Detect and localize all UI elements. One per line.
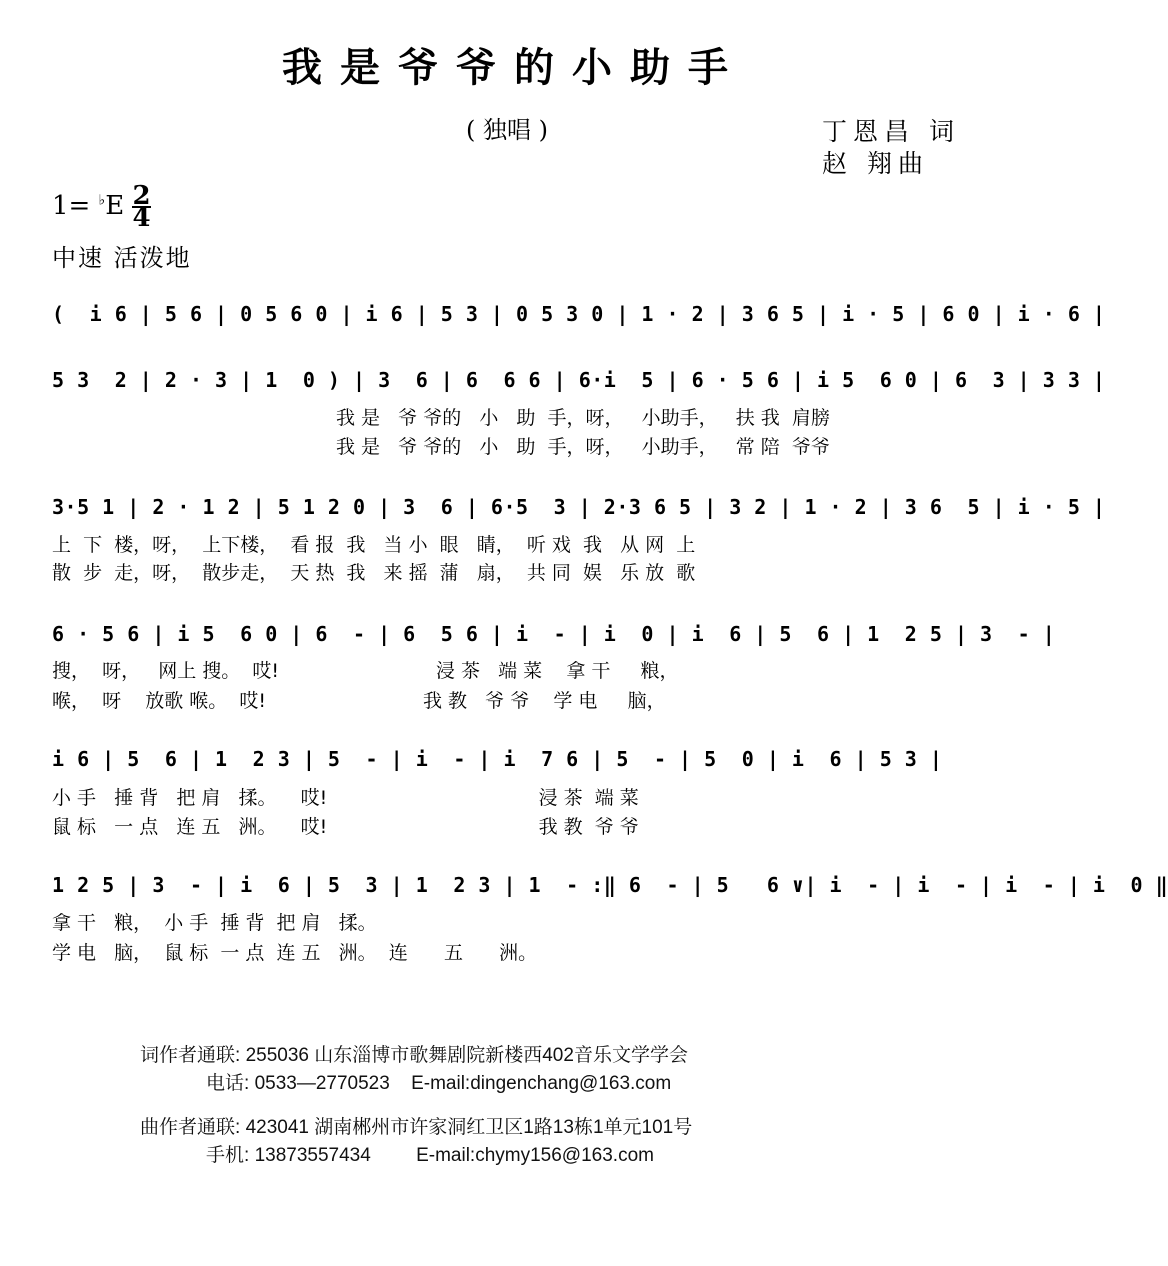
score-row-5: i 6 | 5 6 | 1 2 3 | 5 - | i - | i 7 6 | 5 - | 5 0 | i 6 | 5 3 |: [52, 747, 943, 771]
score-row-4: 6 · 5 6 | i 5 6 0 | 6 - | 6 5 6 | i - | i 0 | i 6 | 5 6 | 1 2 5 | 3 - |: [52, 622, 1056, 646]
composer-phone-label: 手机:: [206, 1145, 250, 1166]
lyric-row-5-verse-2: 鼠 标 一 点 连 五 洲。 哎! 我 教 爷 爷: [52, 816, 639, 838]
lyric-row-2-verse-2: 我 是 爷 爷的 小 助 手，呀， 小助手， 常 陪 爷爷: [336, 436, 830, 458]
key-signature: [52, 181, 151, 233]
lyric-row-3-verse-1: 上 下 楼，呀， 上下楼， 看 报 我 当 小 眼 睛， 听 戏 我 从 网 上: [52, 534, 696, 556]
score-row-6: 1 2 5 | 3 - | i 6 | 5 3 | 1 2 3 | 1 - :‖ 6 - | 5 6 ∨| i - | i - | i - | i 0 ‖: [52, 873, 1168, 897]
composer-contact-label: 曲作者通联:: [140, 1117, 241, 1138]
score-row-1: ( i 6 | 5 6 | 0 5 6 0 | i 6 | 5 3 | 0 5 3 0 | 1 · 2 | 3 6 5 | i · 5 | 6 0 | i · 6 |: [52, 302, 1106, 326]
score-row-3: 3·5 1 | 2 · 1 2 | 5 1 2 0 | 3 6 | 6·5 3 | 2·3 6 5 | 3 2 | 1 · 2 | 3 6 5 | i · 5 |: [52, 495, 1106, 519]
performance-note: ( 独唱 ): [466, 116, 548, 144]
lyricist-phone-line: [206, 1068, 671, 1095]
lyricist-address: 255036 山东淄博市歌舞剧院新楼西402音乐文学学会: [245, 1045, 688, 1066]
lyric-row-6-verse-2: 学 电 脑， 鼠 标 一 点 连 五 洲。 连 五 洲。: [52, 942, 538, 964]
page-title: 我是爷爷的小助手: [282, 44, 746, 91]
score-row-2: 5 3 2 | 2 · 3 | 1 0 ) | 3 6 | 6 6 6 | 6·i 5 | 6 · 5 6 | i 5 6 0 | 6 3 | 3 3 |: [52, 368, 1106, 392]
flat-icon: ♭: [98, 192, 106, 209]
lyricist-phone: 0533—2770523: [254, 1073, 390, 1094]
time-signature-top: 2: [132, 181, 151, 211]
lyricist-credit: 丁恩昌 词: [822, 117, 960, 146]
composer-address: 423041 湖南郴州市许家洞红卫区1路13栋1单元101号: [245, 1117, 693, 1138]
lyric-row-4-verse-1: 搜， 呀， 网上 搜。 哎! 浸 茶 端 菜 拿 干 粮，: [52, 660, 679, 682]
time-signature-bottom: 4: [132, 203, 151, 233]
lyric-row-6-verse-1: 拿 干 粮， 小 手 捶 背 把 肩 揉。: [52, 912, 377, 934]
composer-email: E-mail:chymy156@163.com: [416, 1145, 654, 1166]
lyricist-contact-line: [140, 1040, 688, 1067]
tempo-marking: 中速 活泼地: [52, 244, 192, 272]
composer-phone-line: [206, 1140, 654, 1167]
lyric-row-3-verse-2: 散 步 走，呀， 散步走， 天 热 我 来 摇 蒲 扇， 共 同 娱 乐 放 歌: [52, 562, 696, 584]
key-letter: E: [105, 191, 125, 221]
lyric-row-4-verse-2: 喉， 呀 放歌 喉。 哎! 我 教 爷 爷 学 电 脑，: [52, 690, 666, 712]
time-signature: [132, 181, 151, 233]
key-one-eq: 1=: [52, 191, 91, 221]
lyricist-email: E-mail:dingenchang@163.com: [411, 1073, 672, 1094]
lyricist-phone-label: 电话:: [206, 1073, 250, 1094]
composer-credit: 赵 翔曲: [822, 149, 929, 178]
lyric-row-5-verse-1: 小 手 捶 背 把 肩 揉。 哎! 浸 茶 端 菜: [52, 787, 639, 809]
composer-phone: 13873557434: [254, 1145, 371, 1166]
composer-contact-line: [140, 1112, 692, 1139]
lyric-row-2-verse-1: 我 是 爷 爷的 小 助 手，呀， 小助手， 扶 我 肩膀: [336, 407, 830, 429]
lyricist-contact-label: 词作者通联:: [140, 1045, 241, 1066]
